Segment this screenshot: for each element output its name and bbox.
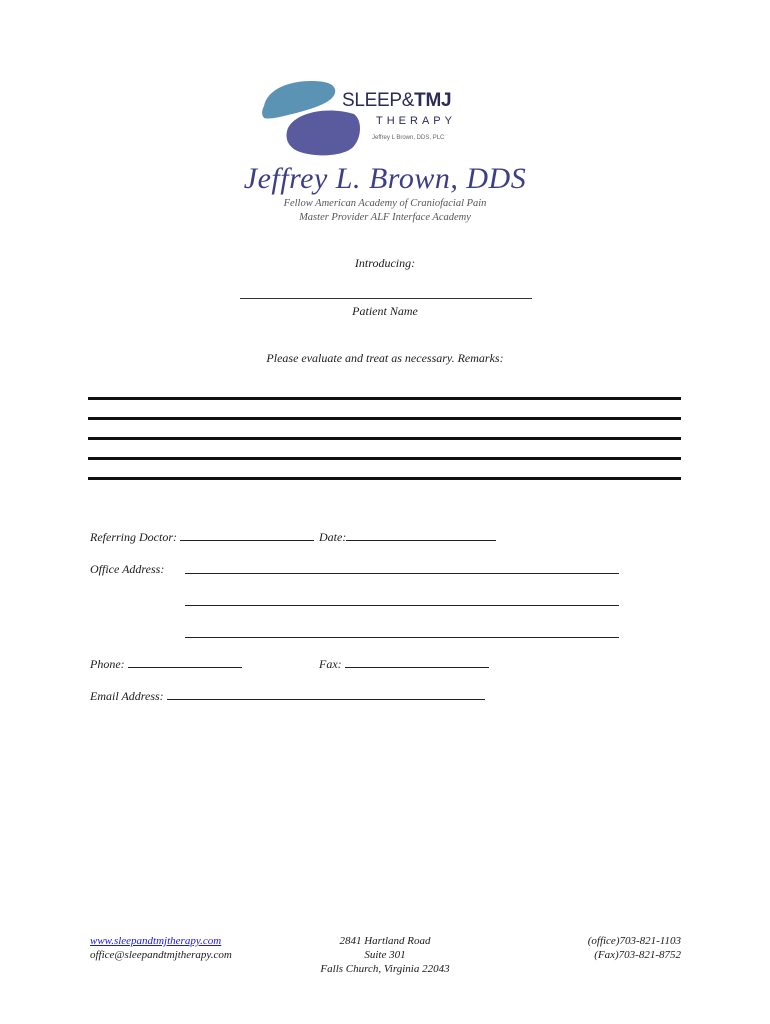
logo-brand-sub: Jeffrey L Brown, DDS, PLC [372,135,445,141]
website-link[interactable]: www.sleepandtmjtherapy.com [90,935,222,947]
remarks-line-4[interactable] [88,457,681,460]
office-address-line-1[interactable] [185,573,619,574]
logo-purple-shape [287,110,361,155]
remarks-line-5[interactable] [88,477,681,480]
credential-2: Master Provider ALF Interface Academy [299,212,471,223]
date-field[interactable] [346,530,496,541]
address-line-2: Suite 301 [364,949,406,961]
address-line-3: Falls Church, Virginia 22043 [320,963,450,975]
remarks-line-2[interactable] [88,417,681,420]
fax-label: Fax: [319,657,342,671]
remarks-prompt: Please evaluate and treat as necessary. Remarks: [266,351,504,365]
fax-phone: (Fax)703-821-8752 [594,949,681,961]
office-address-label: Office Address: [90,562,165,576]
address-line-1: 2841 Hartland Road [339,935,431,947]
email-field[interactable] [167,689,485,700]
logo [258,76,458,158]
date-label: Date: [319,530,347,544]
patient-name-label: Patient Name [352,304,418,318]
office-address-line-2[interactable] [185,605,619,606]
phone-label: Phone: [90,657,125,671]
footer-phones [588,934,681,962]
introducing-label: Introducing: [354,256,416,270]
referring-doctor-field[interactable] [180,530,314,541]
email-label: Email Address: [90,689,164,703]
fax-field[interactable] [345,657,489,668]
office-address-line-3[interactable] [185,637,619,638]
patient-name-field[interactable] [240,298,532,299]
logo-brand-line1: SLEEP&TMJ [342,90,452,111]
phone-row [90,657,242,672]
doctor-name: Jeffrey L. Brown, DDS [243,162,527,195]
logo-brand-line2: THERAPY [376,115,456,127]
date-row [319,530,496,545]
credential-1: Fellow American Academy of Craniofacial Pain [283,198,487,209]
remarks-line-1[interactable] [88,397,681,400]
referring-doctor-row [90,530,314,545]
remarks-line-3[interactable] [88,437,681,440]
fax-row [319,657,489,672]
footer-email: office@sleepandtmjtherapy.com [90,949,232,961]
referring-doctor-label: Referring Doctor: [90,530,177,544]
email-row [90,689,485,704]
phone-field[interactable] [128,657,242,668]
office-phone: (office)703-821-1103 [587,935,681,947]
